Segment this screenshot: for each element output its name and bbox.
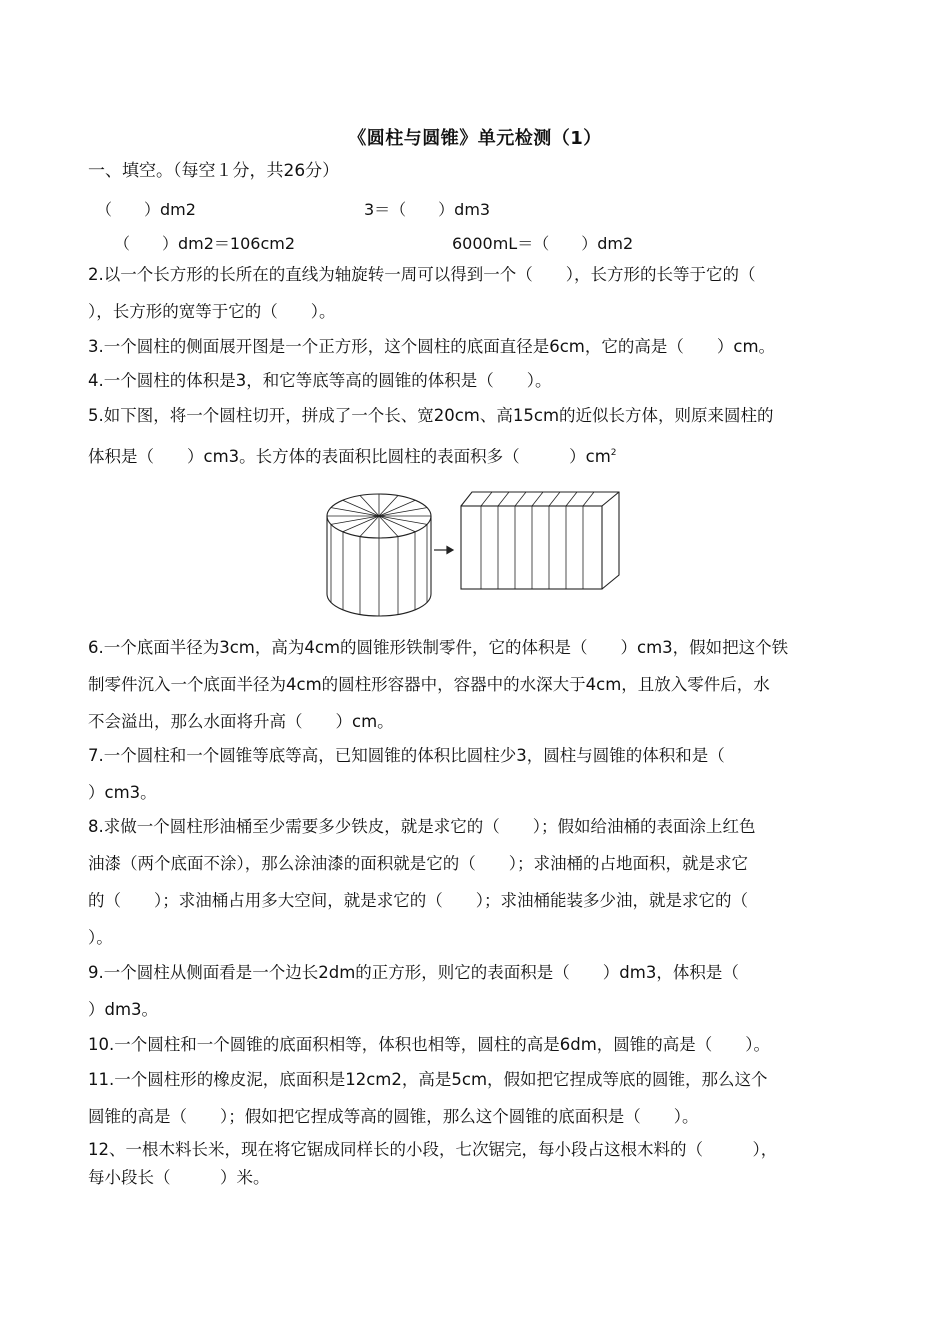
question-12-line-1: 12、一根木料长米，现在将它锯成同样长的小段，七次锯完，每小段占这根木料的（ ）， [88,1140,778,1159]
unit-conversion: 6000mL＝（ ）dm2 [452,234,634,253]
superscript: 2 [610,448,617,458]
question-3: 3.一个圆柱的侧面展开图是一个正方形，这个圆柱的底面直径是6cm，它的高是（ ）cm。 [88,337,776,356]
cylinder-icon [327,494,431,616]
cuboid-icon [461,492,619,589]
question-4: 4.一个圆柱的体积是3，和它等底等高的圆锥的体积是（ ）。 [88,371,552,390]
section-heading: 一、填空。（每空１分，共26分） [88,161,340,181]
question-12-line-2: 每小段长（ ）米。 [88,1168,270,1187]
question-2-line-1: 2.以一个长方形的长所在的直线为轴旋转一周可以得到一个（ ），长方形的长等于它的（ [88,265,756,284]
unit-conversion: （ ）dm2 [96,200,196,219]
question-8-line-3: 的（ ）；求油桶占用多大空间，就是求它的（ ）；求油桶能装多少油，就是求它的（ [88,891,748,910]
question-6-line-1: 6.一个底面半径为3cm，高为4cm的圆锥形铁制零件，它的体积是（ ）cm3，假如把这个铁 [88,638,789,657]
question-5-text: 体积是（ ）cm3。长方体的表面积比圆柱的表面积多（ ）cm [88,447,611,466]
question-11-line-1: 11.一个圆柱形的橡皮泥，底面积是12cm2，高是5cm，假如把它捏成等底的圆锥，那么这个 [88,1070,768,1089]
cylinder-to-cuboid-figure [322,482,627,622]
question-7-line-1: 7.一个圆柱和一个圆锥等底等高，已知圆锥的体积比圆柱少3，圆柱与圆锥的体积和是（ [88,746,725,765]
unit-conversion: （ ）dm2＝106cm2 [114,234,296,253]
unit-conversion: 3＝（ ）dm3 [364,200,491,219]
question-8-line-2: 油漆（两个底面不涂），那么涂油漆的面积就是它的（ ）；求油桶的占地面积，就是求它 [88,854,748,873]
question-5-line-2 [88,442,878,468]
question-2-line-2: ），长方形的宽等于它的（ ）。 [88,302,336,321]
question-11-line-2: 圆锥的高是（ ）；假如把它捏成等高的圆锥，那么这个圆锥的底面积是（ ）。 [88,1107,699,1126]
question-9-line-2: ）dm3。 [88,1000,159,1019]
question-6-line-2: 制零件沉入一个底面半径为4cm的圆柱形容器中，容器中的水深大于4cm，且放入零件后，水 [88,675,770,694]
question-10: 10.一个圆柱和一个圆锥的底面积相等，体积也相等，圆柱的高是6dm，圆锥的高是（ ）。 [88,1035,771,1054]
question-8-line-4: ）。 [88,928,113,947]
question-5-line-1: 5.如下图，将一个圆柱切开，拼成了一个长、宽20cm、高15cm的近似长方体，则原来圆柱的 [88,406,774,425]
arrow-right-icon [434,547,453,554]
question-9-line-1: 9.一个圆柱从侧面看是一个边长2dm的正方形，则它的表面积是（ ）dm3，体积是（ [88,963,739,982]
question-8-line-1: 8.求做一个圆柱形油桶至少需要多少铁皮，就是求它的（ ）；假如给油桶的表面涂上红色 [88,817,756,836]
question-6-line-3: 不会溢出，那么水面将升高（ ）cm。 [88,712,394,731]
page-title: 《圆柱与圆锥》单元检测（1） [348,128,602,149]
question-7-line-2: ）cm3。 [88,783,157,802]
